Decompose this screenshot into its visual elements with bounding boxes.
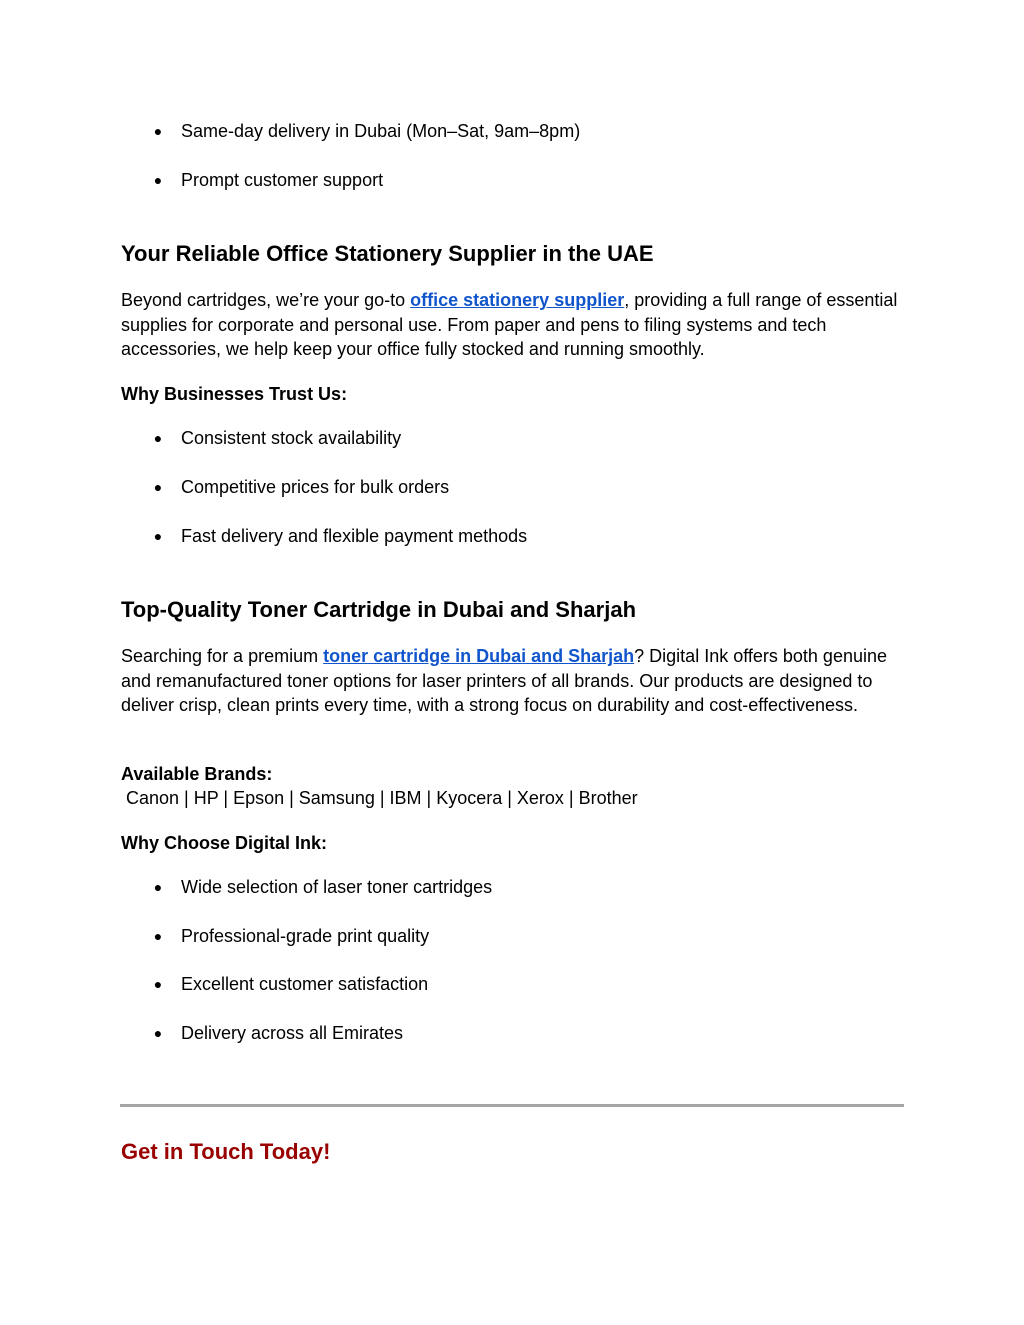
list-item-text: Consistent stock availability — [181, 428, 402, 448]
horizontal-divider — [120, 1104, 904, 1107]
paragraph-text: , providing a full range of essential supplies for corporate and personal use. From paper and pens to filing systems and tech accessories, we help keep your office fully stocked and running smoothly. — [121, 290, 898, 359]
cta-heading: Get in Touch Today! — [121, 1139, 331, 1164]
bullet-icon: ● — [153, 172, 163, 188]
why-choose-label: Why Choose Digital Ink: — [121, 833, 328, 853]
brands-list: Canon | HP | Epson | Samsung | IBM | Kyocera | Xerox | Brother — [126, 788, 638, 808]
stationery-paragraph — [121, 288, 901, 362]
list-item-text: Competitive prices for bulk orders — [181, 477, 450, 497]
bullet-icon: ● — [153, 879, 163, 895]
bullet-icon: ● — [153, 1025, 163, 1041]
trust-label: Why Businesses Trust Us: — [121, 384, 348, 404]
list-item-text: Prompt customer support — [181, 170, 384, 190]
paragraph-text: Searching for a premium — [121, 646, 324, 666]
list-item-text: Fast delivery and flexible payment methods — [181, 526, 528, 546]
toner-paragraph — [121, 644, 891, 718]
brands-label: Available Brands: — [121, 764, 273, 784]
list-item-text: Professional-grade print quality — [181, 926, 430, 946]
list-item-text: Wide selection of laser toner cartridges — [181, 877, 493, 897]
section-heading-toner: Top-Quality Toner Cartridge in Dubai and Sharjah — [121, 597, 637, 622]
office-stationery-link[interactable]: office stationery supplier — [410, 290, 625, 310]
list-item-text: Excellent customer satisfaction — [181, 974, 429, 994]
bullet-icon: ● — [153, 976, 163, 992]
bullet-icon: ● — [153, 928, 163, 944]
list-item-text: Delivery across all Emirates — [181, 1023, 404, 1043]
bullet-icon: ● — [153, 479, 163, 495]
paragraph-text: Beyond cartridges, we’re your go-to — [121, 290, 411, 310]
toner-cartridge-link[interactable]: toner cartridge in Dubai and Sharjah — [323, 646, 635, 666]
list-item-text: Same-day delivery in Dubai (Mon–Sat, 9am–8pm) — [181, 121, 581, 141]
section-heading-stationery: Your Reliable Office Stationery Supplier in the UAE — [121, 241, 654, 266]
bullet-icon: ● — [153, 528, 163, 544]
paragraph-text: ? Digital Ink offers both genuine and remanufactured toner options for laser printers of all brands. Our products are designed to deliver crisp, clean prints every time, with a strong focus on durability and cost-effectiveness. — [121, 646, 887, 715]
bullet-icon: ● — [153, 430, 163, 446]
bullet-icon: ● — [153, 123, 163, 139]
